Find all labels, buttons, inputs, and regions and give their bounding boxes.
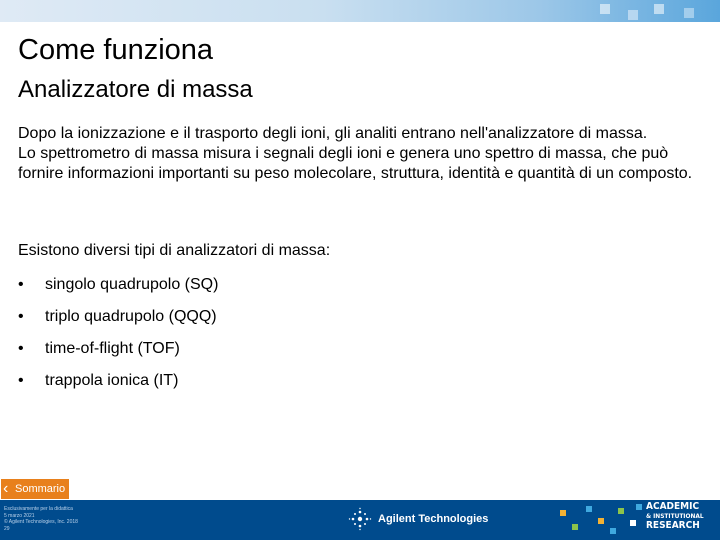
list-item [18, 372, 218, 404]
bullet-icon: • [18, 372, 24, 389]
top-decorative-band [0, 0, 720, 22]
chevron-left-icon: ‹ [3, 480, 9, 497]
decor-square [628, 10, 638, 20]
footer-bar [0, 500, 720, 540]
decor-square [560, 510, 566, 516]
analyzer-types-intro: Esistono diversi tipi di analizzatori di massa: [18, 242, 331, 259]
footer-meta-line: Esclusivamente per la didattica [4, 506, 73, 512]
decor-square [610, 528, 616, 534]
analyzer-list [18, 276, 218, 404]
body-paragraph: Lo spettrometro di massa misura i segnali degli ioni e genera uno spettro di massa, che può fornire informazioni importanti su peso molecolare, struttura, identità e quantità di un composto. [18, 145, 693, 182]
decor-square [630, 520, 636, 526]
research-logo-line: & INSTITUTIONAL [646, 512, 704, 520]
summary-nav-label: Sommario [15, 483, 66, 495]
slide-subtitle: Analizzatore di massa [18, 76, 253, 103]
decor-square [572, 524, 578, 530]
agilent-brand [348, 508, 488, 530]
list-item [18, 340, 218, 372]
decor-square [654, 4, 664, 14]
decor-square [684, 8, 694, 18]
body-paragraph: Dopo la ionizzazione e il trasporto degli ioni, gli analiti entrano nell'analizzatore di massa. [18, 125, 648, 142]
bullet-icon: • [18, 340, 24, 357]
list-item-label: trappola ionica (IT) [45, 372, 179, 389]
research-logo-line: ACADEMIC [646, 501, 700, 512]
footer-meta-line: 5 marzo 2021 [4, 512, 35, 519]
agilent-spark-logo-icon [348, 507, 372, 531]
brand-name: Agilent Technologies [378, 513, 489, 525]
decor-square [636, 504, 642, 510]
academic-research-logo [646, 502, 704, 531]
decor-square [618, 508, 624, 514]
slide-title: Come funziona [18, 34, 214, 66]
summary-nav-button[interactable] [0, 478, 70, 500]
list-item-label: time-of-flight (TOF) [45, 340, 180, 357]
bullet-icon: • [18, 276, 24, 293]
decor-square [586, 506, 592, 512]
list-item-label: singolo quadrupolo (SQ) [45, 276, 219, 293]
research-logo-line: RESEARCH [646, 520, 700, 531]
decor-square [598, 518, 604, 524]
bullet-icon: • [18, 308, 24, 325]
list-item [18, 308, 218, 340]
list-item [18, 276, 218, 308]
footer-meta [4, 506, 78, 532]
decor-square [600, 4, 610, 14]
footer-meta-line: 29 [4, 525, 10, 532]
footer-meta-line: © Agilent Technologies, Inc. 2018 [4, 519, 78, 525]
slide-body [18, 124, 698, 184]
list-item-label: triplo quadrupolo (QQQ) [45, 308, 217, 325]
